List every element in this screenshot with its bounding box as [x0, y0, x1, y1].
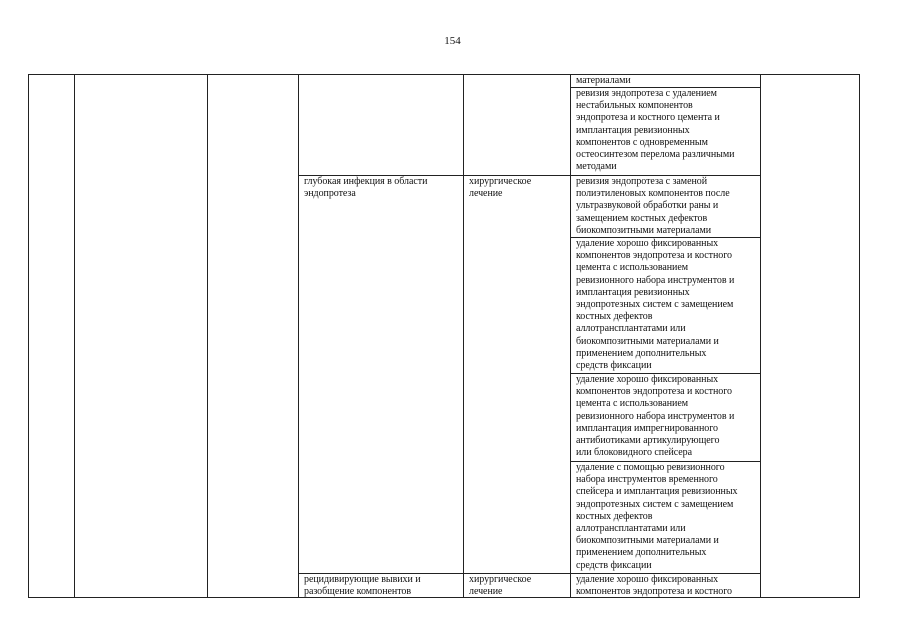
treatment-cell: хирургическое лечение — [469, 574, 532, 598]
column-divider — [207, 75, 208, 597]
method-cell: удаление с помощью ревизионного набора инструментов временного спейсера и имплантация ревизионных эндопротезных систем с замещением костных дефектов аллотрансплантатами или биокомпозитными материалами и применением дополнительных средств фиксации — [576, 462, 738, 571]
column-divider — [74, 75, 75, 597]
column-divider — [570, 75, 571, 597]
services-table — [28, 74, 860, 598]
column-divider — [298, 75, 299, 597]
disease-cell: глубокая инфекция в области эндопротеза — [304, 176, 428, 200]
method-cell: удаление хорошо фиксированных компонентов эндопротеза и костного — [576, 574, 732, 598]
treatment-cell: хирургическое лечение — [469, 176, 532, 200]
column-divider — [463, 75, 464, 597]
page-number: 154 — [444, 35, 461, 47]
method-cell: материалами — [576, 75, 631, 86]
column-divider — [760, 75, 761, 597]
disease-cell: рецидивирующие вывихи и разобщение компонентов — [304, 574, 421, 598]
method-cell: удаление хорошо фиксированных компонентов эндопротеза и костного цемента с использованием ревизионного набора инструментов и имплантация импрегнированного антибиотиками артикулирующего или блоковидного спейсера — [576, 374, 735, 459]
method-cell: удаление хорошо фиксированных компонентов эндопротеза и костного цемента с использованием ревизионного набора инструментов и имплантация ревизионных эндопротезных систем с замещением костных дефектов аллотрансплантатами или биокомпозитными материалами и применением дополнительных средств фиксации — [576, 238, 735, 372]
method-cell: ревизия эндопротеза с удалением нестабильных компонентов эндопротеза и костного цемента и имплантация ревизионных компонентов с одновременным остеосинтезом перелома различными методами — [576, 88, 735, 173]
method-cell: ревизия эндопротеза с заменой полиэтиленовых компонентов после ультразвуковой обработки раны и замещением костных дефектов биокомпозитными материалами — [576, 176, 730, 236]
